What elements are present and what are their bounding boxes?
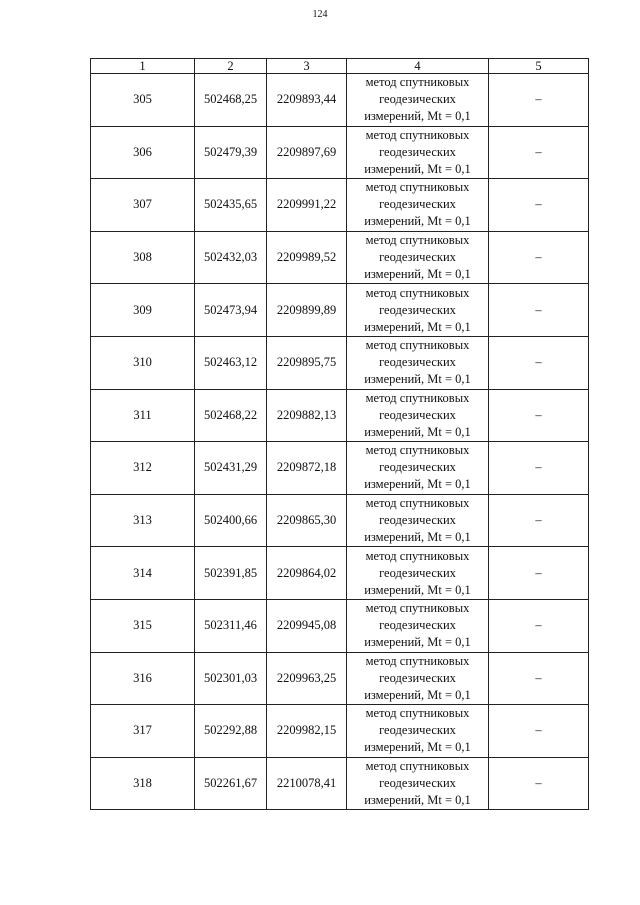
x-coordinate-cell: 502463,12 bbox=[195, 336, 267, 389]
x-coordinate-cell: 502391,85 bbox=[195, 547, 267, 600]
method-line: измерений, Mt = 0,1 bbox=[364, 267, 471, 282]
method-line: метод спутниковых bbox=[365, 653, 470, 668]
method-line: геодезических bbox=[379, 670, 456, 685]
method-line: геодезических bbox=[379, 407, 456, 422]
note-cell: – bbox=[489, 336, 589, 389]
x-coordinate-cell: 502311,46 bbox=[195, 599, 267, 652]
method-line: геодезических bbox=[379, 144, 456, 159]
table-row bbox=[91, 599, 589, 652]
method-line: метод спутниковых bbox=[365, 706, 470, 721]
method-cell bbox=[347, 705, 489, 758]
x-coordinate-cell: 502292,88 bbox=[195, 705, 267, 758]
note-cell: – bbox=[489, 652, 589, 705]
method-cell bbox=[347, 336, 489, 389]
method-line: измерений, Mt = 0,1 bbox=[364, 319, 471, 334]
point-number-cell: 305 bbox=[91, 74, 195, 127]
note-cell: – bbox=[489, 494, 589, 547]
method-line: геодезических bbox=[379, 618, 456, 633]
method-line: измерений, Mt = 0,1 bbox=[364, 740, 471, 755]
note-cell: – bbox=[489, 389, 589, 442]
y-coordinate-cell: 2209897,69 bbox=[267, 126, 347, 179]
point-number-cell: 315 bbox=[91, 599, 195, 652]
method-line: метод спутниковых bbox=[365, 548, 470, 563]
note-cell: – bbox=[489, 547, 589, 600]
y-coordinate-cell: 2209872,18 bbox=[267, 442, 347, 495]
note-cell: – bbox=[489, 74, 589, 127]
x-coordinate-cell: 502479,39 bbox=[195, 126, 267, 179]
point-number-cell: 314 bbox=[91, 547, 195, 600]
point-number-cell: 308 bbox=[91, 231, 195, 284]
y-coordinate-cell: 2209864,02 bbox=[267, 547, 347, 600]
method-line: измерений, Mt = 0,1 bbox=[364, 793, 471, 808]
method-line: геодезических bbox=[379, 302, 456, 317]
method-line: измерений, Mt = 0,1 bbox=[364, 372, 471, 387]
method-cell bbox=[347, 231, 489, 284]
method-line: метод спутниковых bbox=[365, 233, 470, 248]
method-cell bbox=[347, 599, 489, 652]
table-row bbox=[91, 231, 589, 284]
page-number: 124 bbox=[312, 9, 328, 20]
method-line: измерений, Mt = 0,1 bbox=[364, 477, 471, 492]
note-cell: – bbox=[489, 705, 589, 758]
method-cell bbox=[347, 442, 489, 495]
method-cell bbox=[347, 494, 489, 547]
note-cell: – bbox=[489, 231, 589, 284]
table-row bbox=[91, 442, 589, 495]
point-number-cell: 311 bbox=[91, 389, 195, 442]
note-cell: – bbox=[489, 757, 589, 810]
method-line: измерений, Mt = 0,1 bbox=[364, 214, 471, 229]
method-line: геодезических bbox=[379, 197, 456, 212]
column-header: 5 bbox=[489, 59, 589, 74]
method-line: метод спутниковых bbox=[365, 180, 470, 195]
point-number-cell: 309 bbox=[91, 284, 195, 337]
table-row bbox=[91, 179, 589, 232]
point-number-cell: 307 bbox=[91, 179, 195, 232]
y-coordinate-cell: 2209895,75 bbox=[267, 336, 347, 389]
x-coordinate-cell: 502432,03 bbox=[195, 231, 267, 284]
method-line: метод спутниковых bbox=[365, 443, 470, 458]
table-row bbox=[91, 547, 589, 600]
note-cell: – bbox=[489, 284, 589, 337]
point-number-cell: 316 bbox=[91, 652, 195, 705]
x-coordinate-cell: 502473,94 bbox=[195, 284, 267, 337]
point-number-cell: 306 bbox=[91, 126, 195, 179]
note-cell: – bbox=[489, 442, 589, 495]
table-row bbox=[91, 126, 589, 179]
point-number-cell: 310 bbox=[91, 336, 195, 389]
method-line: геодезических bbox=[379, 250, 456, 265]
method-cell bbox=[347, 126, 489, 179]
method-line: метод спутниковых bbox=[365, 75, 470, 90]
method-line: геодезических bbox=[379, 776, 456, 791]
column-header: 1 bbox=[91, 59, 195, 74]
method-line: измерений, Mt = 0,1 bbox=[364, 635, 471, 650]
x-coordinate-cell: 502261,67 bbox=[195, 757, 267, 810]
method-line: метод спутниковых bbox=[365, 338, 470, 353]
method-line: геодезических bbox=[379, 723, 456, 738]
table-row bbox=[91, 336, 589, 389]
y-coordinate-cell: 2209963,25 bbox=[267, 652, 347, 705]
method-line: геодезических bbox=[379, 355, 456, 370]
method-cell bbox=[347, 757, 489, 810]
note-cell: – bbox=[489, 599, 589, 652]
y-coordinate-cell: 2209893,44 bbox=[267, 74, 347, 127]
method-line: метод спутниковых bbox=[365, 390, 470, 405]
y-coordinate-cell: 2209991,22 bbox=[267, 179, 347, 232]
x-coordinate-cell: 502431,29 bbox=[195, 442, 267, 495]
y-coordinate-cell: 2209865,30 bbox=[267, 494, 347, 547]
method-line: геодезических bbox=[379, 513, 456, 528]
table-body bbox=[91, 74, 589, 810]
table-row bbox=[91, 389, 589, 442]
point-number-cell: 318 bbox=[91, 757, 195, 810]
method-cell bbox=[347, 547, 489, 600]
point-number-cell: 313 bbox=[91, 494, 195, 547]
method-line: метод спутниковых bbox=[365, 285, 470, 300]
x-coordinate-cell: 502435,65 bbox=[195, 179, 267, 232]
note-cell: – bbox=[489, 179, 589, 232]
method-line: измерений, Mt = 0,1 bbox=[364, 530, 471, 545]
y-coordinate-cell: 2209982,15 bbox=[267, 705, 347, 758]
y-coordinate-cell: 2209882,13 bbox=[267, 389, 347, 442]
y-coordinate-cell: 2209989,52 bbox=[267, 231, 347, 284]
table-row bbox=[91, 705, 589, 758]
table-row bbox=[91, 757, 589, 810]
method-line: измерений, Mt = 0,1 bbox=[364, 687, 471, 702]
x-coordinate-cell: 502468,25 bbox=[195, 74, 267, 127]
x-coordinate-cell: 502468,22 bbox=[195, 389, 267, 442]
table-header-row bbox=[91, 59, 589, 74]
x-coordinate-cell: 502301,03 bbox=[195, 652, 267, 705]
method-cell bbox=[347, 652, 489, 705]
method-line: измерений, Mt = 0,1 bbox=[364, 109, 471, 124]
coordinates-table bbox=[90, 58, 589, 810]
method-cell bbox=[347, 389, 489, 442]
method-cell bbox=[347, 179, 489, 232]
method-line: измерений, Mt = 0,1 bbox=[364, 161, 471, 176]
method-line: геодезических bbox=[379, 565, 456, 580]
x-coordinate-cell: 502400,66 bbox=[195, 494, 267, 547]
method-line: метод спутниковых bbox=[365, 601, 470, 616]
table-row bbox=[91, 284, 589, 337]
method-line: геодезических bbox=[379, 92, 456, 107]
method-line: геодезических bbox=[379, 460, 456, 475]
column-header: 3 bbox=[267, 59, 347, 74]
y-coordinate-cell: 2209945,08 bbox=[267, 599, 347, 652]
column-header: 2 bbox=[195, 59, 267, 74]
note-cell: – bbox=[489, 126, 589, 179]
column-header: 4 bbox=[347, 59, 489, 74]
point-number-cell: 317 bbox=[91, 705, 195, 758]
method-line: метод спутниковых bbox=[365, 496, 470, 511]
table-row bbox=[91, 494, 589, 547]
method-line: метод спутниковых bbox=[365, 759, 470, 774]
method-cell bbox=[347, 284, 489, 337]
y-coordinate-cell: 2209899,89 bbox=[267, 284, 347, 337]
method-line: измерений, Mt = 0,1 bbox=[364, 582, 471, 597]
method-cell bbox=[347, 74, 489, 127]
y-coordinate-cell: 2210078,41 bbox=[267, 757, 347, 810]
method-line: измерений, Mt = 0,1 bbox=[364, 424, 471, 439]
point-number-cell: 312 bbox=[91, 442, 195, 495]
table-row bbox=[91, 74, 589, 127]
table-row bbox=[91, 652, 589, 705]
method-line: метод спутниковых bbox=[365, 127, 470, 142]
